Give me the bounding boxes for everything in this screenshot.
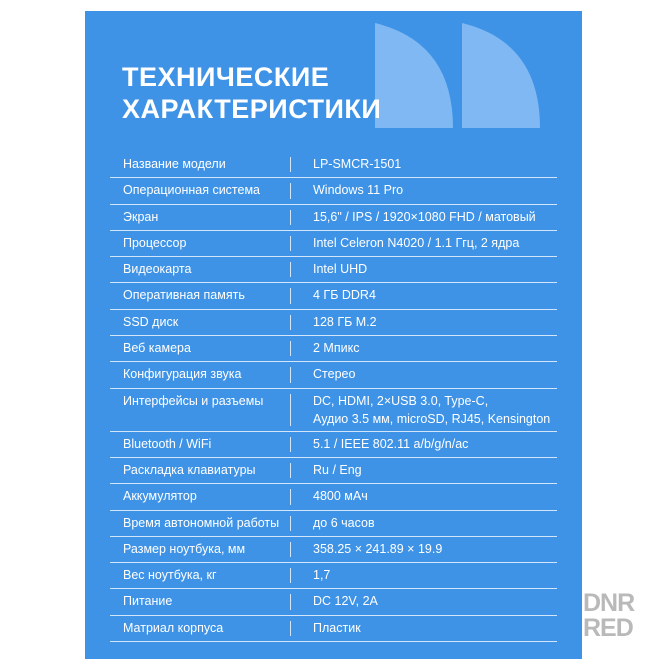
spec-value (313, 205, 555, 230)
spec-label: Оперативная память (123, 288, 245, 303)
spec-value (313, 362, 555, 387)
spec-divider (290, 315, 291, 330)
spec-value-line: DC, HDMI, 2×USB 3.0, Type-C, (313, 393, 489, 408)
spec-value-line: до 6 часов (313, 515, 375, 530)
spec-value-line: 128 ГБ M.2 (313, 314, 377, 329)
spec-row (110, 231, 557, 257)
spec-label: Время автономной работы (123, 515, 280, 530)
watermark-line-1: DNR (583, 589, 635, 617)
spec-value (313, 392, 555, 428)
spec-label: Операционная система (123, 183, 261, 198)
spec-divider (290, 341, 291, 356)
spec-value-line: 4 ГБ DDR4 (313, 288, 376, 303)
spec-value (313, 537, 555, 562)
spec-value (313, 589, 555, 614)
spec-value-line: Стерео (313, 367, 356, 382)
title-line-1: ТЕХНИЧЕСКИЕ (122, 62, 330, 92)
spec-value (313, 336, 555, 361)
spec-divider (290, 516, 291, 531)
spec-divider (290, 542, 291, 557)
spec-row (110, 484, 557, 510)
spec-label: SSD диск (123, 314, 179, 329)
spec-table (110, 152, 557, 642)
spec-value (313, 231, 555, 256)
title-line-2: ХАРАКТЕРИСТИКИ (122, 94, 382, 124)
spec-row (110, 458, 557, 484)
spec-value (313, 257, 555, 282)
spec-label: Процессор (123, 235, 187, 250)
spec-value-line: 2 Мпикс (313, 341, 360, 356)
watermark-line-2: RED (583, 614, 633, 642)
spec-row (110, 362, 557, 388)
spec-label: Размер ноутбука, мм (123, 541, 246, 556)
spec-label: Bluetooth / WiFi (123, 436, 212, 451)
spec-label: Вес ноутбука, кг (123, 568, 217, 583)
spec-label: Видеокарта (123, 262, 192, 277)
spec-value-line: Windows 11 Pro (313, 183, 404, 198)
spec-value-line: 4800 мАч (313, 489, 368, 504)
spec-divider (290, 288, 291, 303)
watermark-logo (583, 591, 634, 641)
spec-divider (290, 394, 291, 426)
spec-row (110, 205, 557, 231)
spec-value (313, 484, 555, 509)
spec-label: Экран (123, 209, 159, 224)
spec-row (110, 336, 557, 362)
spec-label: Питание (123, 594, 173, 609)
spec-value (313, 432, 555, 457)
page-title (122, 61, 381, 125)
spec-row (110, 152, 557, 178)
spec-value-line: LP-SMCR-1501 (313, 157, 402, 171)
spec-label: Интерфейсы и разъемы (123, 393, 264, 408)
spec-divider (290, 236, 291, 251)
spec-value (313, 152, 555, 177)
spec-sheet (85, 11, 582, 659)
spec-value-line: 5.1 / IEEE 802.11 a/b/g/n/ac (313, 436, 469, 451)
spec-divider (290, 367, 291, 382)
spec-value-line: Аудио 3.5 мм, microSD, RJ45, Kensington (313, 411, 551, 426)
spec-row (110, 616, 557, 642)
spec-row (110, 389, 557, 432)
spec-row (110, 537, 557, 563)
spec-divider (290, 262, 291, 277)
spec-label: Веб камера (123, 341, 191, 356)
spec-label: Конфигурация звука (123, 367, 242, 382)
spec-divider (290, 594, 291, 609)
spec-value-line: Intel Celeron N4020 / 1.1 Ггц, 2 ядра (313, 235, 520, 250)
spec-value-line: Ru / Eng (313, 462, 362, 477)
spec-row (110, 283, 557, 309)
spec-value (313, 616, 555, 641)
spec-row (110, 178, 557, 204)
spec-row (110, 310, 557, 336)
spec-divider (290, 463, 291, 478)
spec-label: Раскладка клавиатуры (123, 462, 256, 477)
spec-divider (290, 210, 291, 225)
spec-value (313, 511, 555, 536)
spec-value-line: 1,7 (313, 568, 331, 583)
spec-divider (290, 621, 291, 636)
spec-value (313, 178, 555, 203)
spec-row (110, 511, 557, 537)
spec-label: Матриал корпуса (123, 620, 224, 635)
spec-divider (290, 568, 291, 583)
spec-label: Название модели (123, 157, 226, 171)
spec-divider (290, 157, 291, 172)
spec-value (313, 310, 555, 335)
spec-divider (290, 183, 291, 198)
spec-value-line: DC 12V, 2A (313, 594, 378, 609)
spec-row (110, 589, 557, 615)
spec-value-line: Intel UHD (313, 262, 368, 277)
spec-label: Аккумулятор (123, 489, 197, 504)
spec-value (313, 563, 555, 588)
spec-value-line: Пластик (313, 620, 361, 635)
spec-value (313, 283, 555, 308)
spec-value-line: 15,6" / IPS / 1920×1080 FHD / матовый (313, 209, 536, 224)
spec-row (110, 257, 557, 283)
spec-divider (290, 489, 291, 504)
spec-row (110, 563, 557, 589)
spec-divider (290, 437, 291, 452)
spec-row (110, 432, 557, 458)
spec-value-line: 358.25 × 241.89 × 19.9 (313, 541, 443, 556)
spec-value (313, 458, 555, 483)
